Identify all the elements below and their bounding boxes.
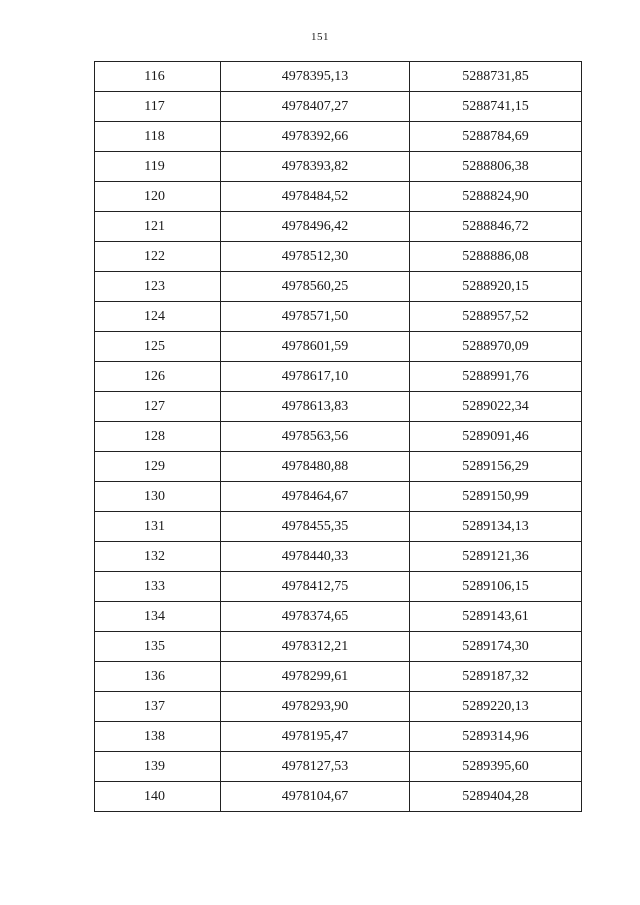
table-row bbox=[95, 392, 582, 422]
x-coordinate-cell: 4978512,30 bbox=[221, 242, 410, 272]
y-coordinate-cell: 5288741,15 bbox=[410, 92, 582, 122]
point-number-cell: 123 bbox=[95, 272, 221, 302]
coordinates-table-body bbox=[95, 62, 582, 812]
x-coordinate-cell: 4978395,13 bbox=[221, 62, 410, 92]
table-row bbox=[95, 512, 582, 542]
point-number-cell: 133 bbox=[95, 572, 221, 602]
table-row bbox=[95, 242, 582, 272]
y-coordinate-cell: 5288784,69 bbox=[410, 122, 582, 152]
table-row bbox=[95, 752, 582, 782]
x-coordinate-cell: 4978613,83 bbox=[221, 392, 410, 422]
y-coordinate-cell: 5288957,52 bbox=[410, 302, 582, 332]
y-coordinate-cell: 5288846,72 bbox=[410, 212, 582, 242]
point-number-cell: 120 bbox=[95, 182, 221, 212]
table-row bbox=[95, 152, 582, 182]
y-coordinate-cell: 5289106,15 bbox=[410, 572, 582, 602]
point-number-cell: 132 bbox=[95, 542, 221, 572]
table-row bbox=[95, 542, 582, 572]
y-coordinate-cell: 5288731,85 bbox=[410, 62, 582, 92]
y-coordinate-cell: 5289150,99 bbox=[410, 482, 582, 512]
x-coordinate-cell: 4978374,65 bbox=[221, 602, 410, 632]
table-row bbox=[95, 782, 582, 812]
y-coordinate-cell: 5289022,34 bbox=[410, 392, 582, 422]
x-coordinate-cell: 4978195,47 bbox=[221, 722, 410, 752]
point-number-cell: 134 bbox=[95, 602, 221, 632]
x-coordinate-cell: 4978127,53 bbox=[221, 752, 410, 782]
table-row bbox=[95, 62, 582, 92]
x-coordinate-cell: 4978480,88 bbox=[221, 452, 410, 482]
table-row bbox=[95, 362, 582, 392]
table-row bbox=[95, 302, 582, 332]
table-row bbox=[95, 272, 582, 302]
x-coordinate-cell: 4978496,42 bbox=[221, 212, 410, 242]
table-row bbox=[95, 182, 582, 212]
point-number-cell: 139 bbox=[95, 752, 221, 782]
y-coordinate-cell: 5289314,96 bbox=[410, 722, 582, 752]
x-coordinate-cell: 4978484,52 bbox=[221, 182, 410, 212]
point-number-cell: 117 bbox=[95, 92, 221, 122]
x-coordinate-cell: 4978617,10 bbox=[221, 362, 410, 392]
table-row bbox=[95, 452, 582, 482]
point-number-cell: 126 bbox=[95, 362, 221, 392]
table-row bbox=[95, 122, 582, 152]
point-number-cell: 124 bbox=[95, 302, 221, 332]
y-coordinate-cell: 5289187,32 bbox=[410, 662, 582, 692]
page-number: 151 bbox=[311, 31, 329, 43]
point-number-cell: 128 bbox=[95, 422, 221, 452]
x-coordinate-cell: 4978412,75 bbox=[221, 572, 410, 602]
point-number-cell: 127 bbox=[95, 392, 221, 422]
y-coordinate-cell: 5289174,30 bbox=[410, 632, 582, 662]
point-number-cell: 122 bbox=[95, 242, 221, 272]
point-number-cell: 140 bbox=[95, 782, 221, 812]
y-coordinate-cell: 5288920,15 bbox=[410, 272, 582, 302]
point-number-cell: 116 bbox=[95, 62, 221, 92]
table-row bbox=[95, 212, 582, 242]
table-row bbox=[95, 722, 582, 752]
x-coordinate-cell: 4978571,50 bbox=[221, 302, 410, 332]
y-coordinate-cell: 5289121,36 bbox=[410, 542, 582, 572]
y-coordinate-cell: 5289395,60 bbox=[410, 752, 582, 782]
point-number-cell: 125 bbox=[95, 332, 221, 362]
table-row bbox=[95, 662, 582, 692]
table-row bbox=[95, 482, 582, 512]
y-coordinate-cell: 5289156,29 bbox=[410, 452, 582, 482]
x-coordinate-cell: 4978299,61 bbox=[221, 662, 410, 692]
y-coordinate-cell: 5288886,08 bbox=[410, 242, 582, 272]
x-coordinate-cell: 4978392,66 bbox=[221, 122, 410, 152]
y-coordinate-cell: 5288991,76 bbox=[410, 362, 582, 392]
x-coordinate-cell: 4978104,67 bbox=[221, 782, 410, 812]
y-coordinate-cell: 5289143,61 bbox=[410, 602, 582, 632]
x-coordinate-cell: 4978440,33 bbox=[221, 542, 410, 572]
table-row bbox=[95, 692, 582, 722]
table-row bbox=[95, 572, 582, 602]
y-coordinate-cell: 5288806,38 bbox=[410, 152, 582, 182]
point-number-cell: 136 bbox=[95, 662, 221, 692]
y-coordinate-cell: 5289091,46 bbox=[410, 422, 582, 452]
point-number-cell: 135 bbox=[95, 632, 221, 662]
point-number-cell: 121 bbox=[95, 212, 221, 242]
table-row bbox=[95, 422, 582, 452]
y-coordinate-cell: 5289404,28 bbox=[410, 782, 582, 812]
x-coordinate-cell: 4978407,27 bbox=[221, 92, 410, 122]
y-coordinate-cell: 5288824,90 bbox=[410, 182, 582, 212]
table-row bbox=[95, 92, 582, 122]
x-coordinate-cell: 4978312,21 bbox=[221, 632, 410, 662]
table-row bbox=[95, 632, 582, 662]
point-number-cell: 119 bbox=[95, 152, 221, 182]
y-coordinate-cell: 5289220,13 bbox=[410, 692, 582, 722]
point-number-cell: 118 bbox=[95, 122, 221, 152]
table-row bbox=[95, 332, 582, 362]
coordinates-table bbox=[94, 61, 582, 812]
point-number-cell: 129 bbox=[95, 452, 221, 482]
x-coordinate-cell: 4978455,35 bbox=[221, 512, 410, 542]
x-coordinate-cell: 4978393,82 bbox=[221, 152, 410, 182]
x-coordinate-cell: 4978464,67 bbox=[221, 482, 410, 512]
point-number-cell: 137 bbox=[95, 692, 221, 722]
x-coordinate-cell: 4978601,59 bbox=[221, 332, 410, 362]
y-coordinate-cell: 5288970,09 bbox=[410, 332, 582, 362]
x-coordinate-cell: 4978563,56 bbox=[221, 422, 410, 452]
point-number-cell: 130 bbox=[95, 482, 221, 512]
x-coordinate-cell: 4978560,25 bbox=[221, 272, 410, 302]
x-coordinate-cell: 4978293,90 bbox=[221, 692, 410, 722]
y-coordinate-cell: 5289134,13 bbox=[410, 512, 582, 542]
point-number-cell: 131 bbox=[95, 512, 221, 542]
point-number-cell: 138 bbox=[95, 722, 221, 752]
table-row bbox=[95, 602, 582, 632]
